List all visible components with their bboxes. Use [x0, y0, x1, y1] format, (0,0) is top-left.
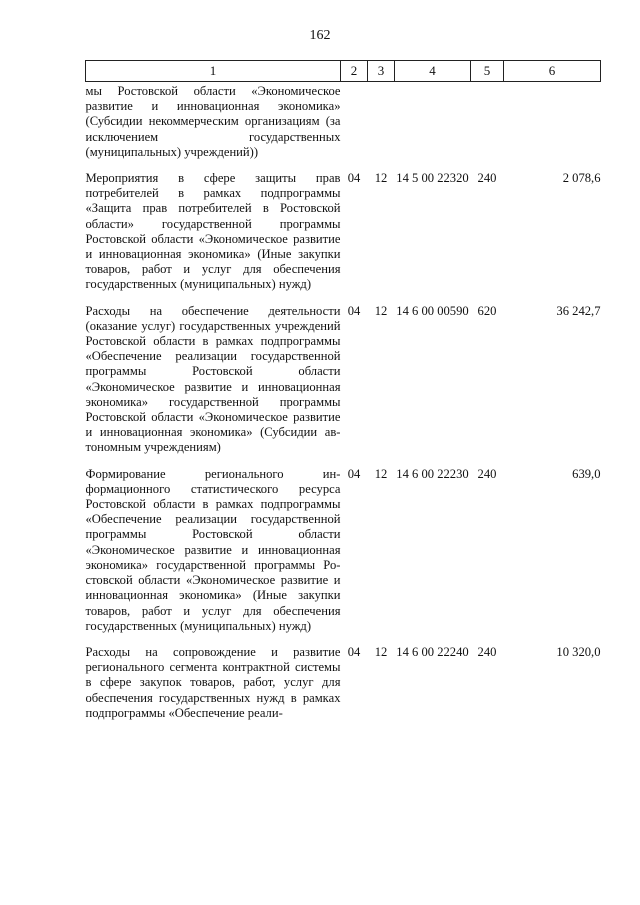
row-section-code: [341, 82, 368, 161]
row-section-code: 04: [347, 171, 361, 186]
row-description: Мероприятия в сфере защиты прав потребителей в рамках подпрограммы «Защита прав потребителей в Ростовской области» государственной программы Ростовской области «Экономическое развитие и инновационная экономика» (Иные закупки товаров, работ и услуг для обеспечения государственных (муниципальных) нужд): [85, 171, 341, 292]
row-amount: [504, 82, 601, 161]
row-section-code: 04: [347, 466, 361, 481]
row-expense-type-code: 240: [477, 466, 497, 481]
row-expense-type-code: 620: [477, 303, 497, 318]
row-target-code: [395, 82, 471, 161]
row-subsection-code: 12: [374, 303, 388, 318]
row-spacer: [86, 456, 601, 467]
row-expense-type-code: [471, 82, 504, 161]
row-description: Расходы на обеспечение деятельности (оказание услуг) государственных учреждений Ростовской области в рамках подпрограммы «Обеспечение реализации государственной программы Ростовской области «Экономическое развитие и инновационная экономика» государственной программы Ростовской области «Экономическое развитие и инновационная экономика» (Субсидии автономным учреждениям): [85, 303, 341, 455]
table-row: [86, 82, 601, 161]
row-amount: 36 242,7: [556, 303, 601, 318]
row-expense-type-code: 240: [477, 644, 497, 659]
row-amount: 2 078,6: [562, 171, 601, 186]
header-col-5: 5: [471, 61, 504, 82]
row-subsection-code: [368, 82, 395, 161]
row-target-code: 14 6 00 00590: [396, 303, 469, 318]
row-subsection-code: 12: [374, 466, 388, 481]
row-subsection-code: 12: [374, 171, 388, 186]
table-row: [86, 304, 601, 456]
row-description: мы Ростовской области «Экономическое развитие и инновационная экономика» (Субсидии некоммерческим организациям (за исключением государственных (муниципальных) учреждений)): [85, 84, 341, 159]
row-section-code: 04: [347, 644, 361, 659]
row-expense-type-code: 240: [477, 171, 497, 186]
header-col-3: 3: [368, 61, 395, 82]
row-spacer: [86, 293, 601, 304]
page-number: 162: [309, 28, 331, 43]
table-row: [86, 467, 601, 634]
table-header-row: [86, 61, 601, 82]
row-target-code: 14 5 00 22320: [396, 171, 469, 186]
row-spacer: [86, 634, 601, 645]
row-section-code: 04: [347, 303, 361, 318]
header-col-2: 2: [341, 61, 368, 82]
header-col-6: 6: [504, 61, 601, 82]
row-amount: 639,0: [572, 466, 601, 481]
row-description: Формирование регионального информационного статистического ресурса Ростовской области в рамках подпрограммы «Обеспечение реализации государственной программы Ростовской области «Экономическое развитие и инновационная экономика» государственной программы Ростовской области «Экономическое развитие и инновационная экономика» (Иные закупки товаров, работ и услуг для обеспечения государственных (муниципальных) нужд): [85, 466, 341, 633]
table-row: [86, 171, 601, 293]
row-amount: 10 320,0: [556, 644, 601, 659]
row-target-code: 14 6 00 22230: [396, 466, 469, 481]
row-target-code: 14 6 00 22240: [396, 644, 469, 659]
row-description: Расходы на сопровождение и развитие регионального сегмента контрактной системы в сфере закупок товаров, работ, услуг для обеспечения государственных нужд в рамках подпрограммы «Обеспечение реали-: [85, 644, 341, 720]
table-row: [86, 645, 601, 721]
header-col-1: 1: [86, 61, 341, 82]
header-col-4: 4: [395, 61, 471, 82]
row-subsection-code: 12: [374, 644, 388, 659]
budget-table: [85, 60, 601, 721]
row-spacer: [86, 160, 601, 171]
